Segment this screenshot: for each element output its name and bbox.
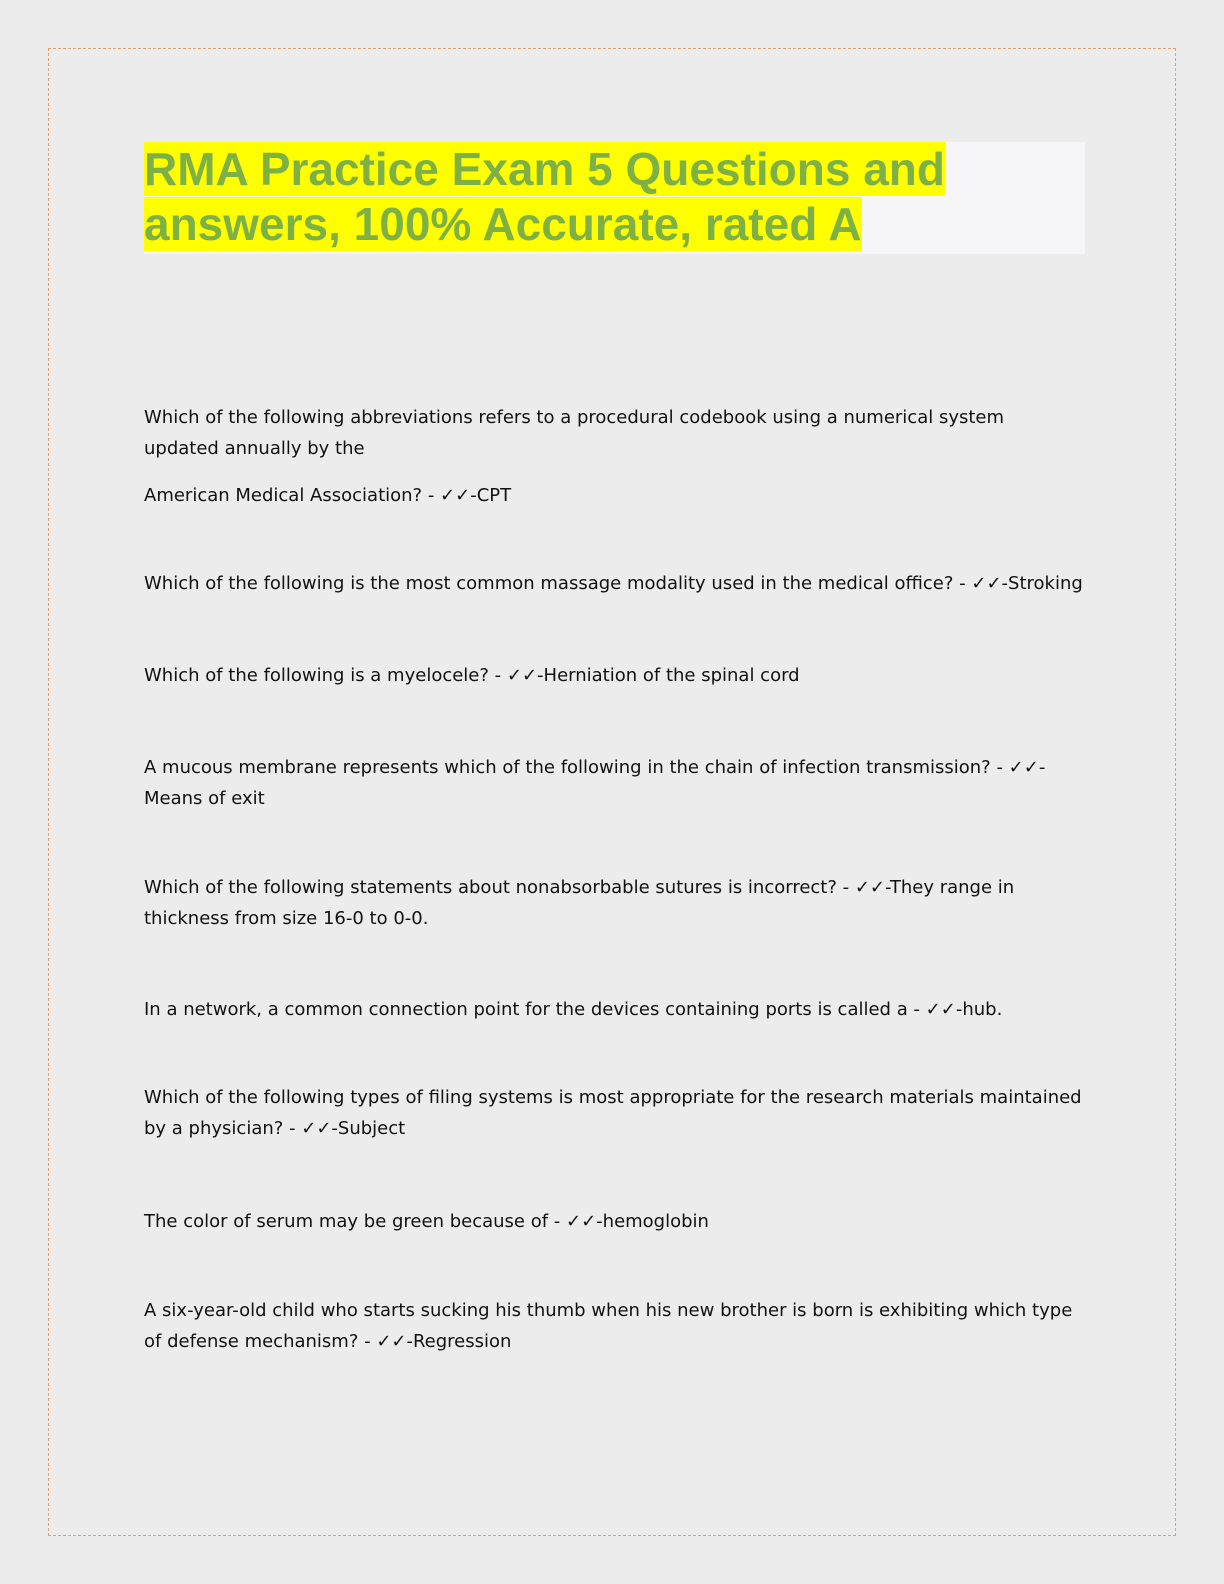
qa-item-3 <box>144 660 1084 691</box>
qa-item-2 <box>144 568 1084 599</box>
qa-item-6 <box>144 994 1084 1025</box>
qa-item-1-question: Which of the following abbreviations refers to a procedural codebook using a numerical system updated annually by the <box>144 407 1005 459</box>
title-line-1: RMA Practice Exam 5 Questions and <box>144 143 946 195</box>
qa-item-8 <box>144 1206 1084 1237</box>
qa-item-6-text: In a network, a common connection point for the devices containing ports is called a - ✓✓-hub. <box>144 999 1003 1020</box>
title-line-2: answers, 100% Accurate, rated A <box>144 198 862 250</box>
qa-item-5-text: Which of the following statements about nonabsorbable sutures is incorrect? - ✓✓-They range in thickness from size 16-0 to 0-0. <box>144 877 1015 929</box>
qa-item-9 <box>144 1295 1084 1357</box>
qa-item-7 <box>144 1082 1084 1144</box>
qa-item-9-text: A six-year-old child who starts sucking his thumb when his new brother is born is exhibiting which type of defense mechanism? - ✓✓-Regression <box>144 1300 1073 1352</box>
qa-item-4-text: A mucous membrane represents which of the following in the chain of infection transmission? - ✓✓-Means of exit <box>144 757 1046 809</box>
title-block <box>144 142 1085 254</box>
qa-item-2-text: Which of the following is the most common massage modality used in the medical office? - ✓✓-Stroking <box>144 573 1083 594</box>
qa-item-1 <box>144 402 1084 511</box>
qa-item-4 <box>144 752 1084 814</box>
qa-item-1-answer: American Medical Association? - ✓✓-CPT <box>144 485 512 506</box>
qa-item-5 <box>144 872 1084 934</box>
qa-item-3-text: Which of the following is a myelocele? - ✓✓-Herniation of the spinal cord <box>144 665 800 686</box>
document-title <box>144 142 1085 252</box>
qa-item-8-text: The color of serum may be green because of - ✓✓-hemoglobin <box>144 1211 709 1232</box>
qa-item-7-text: Which of the following types of filing systems is most appropriate for the research materials maintained by a physician? - ✓✓-Subject <box>144 1087 1082 1139</box>
